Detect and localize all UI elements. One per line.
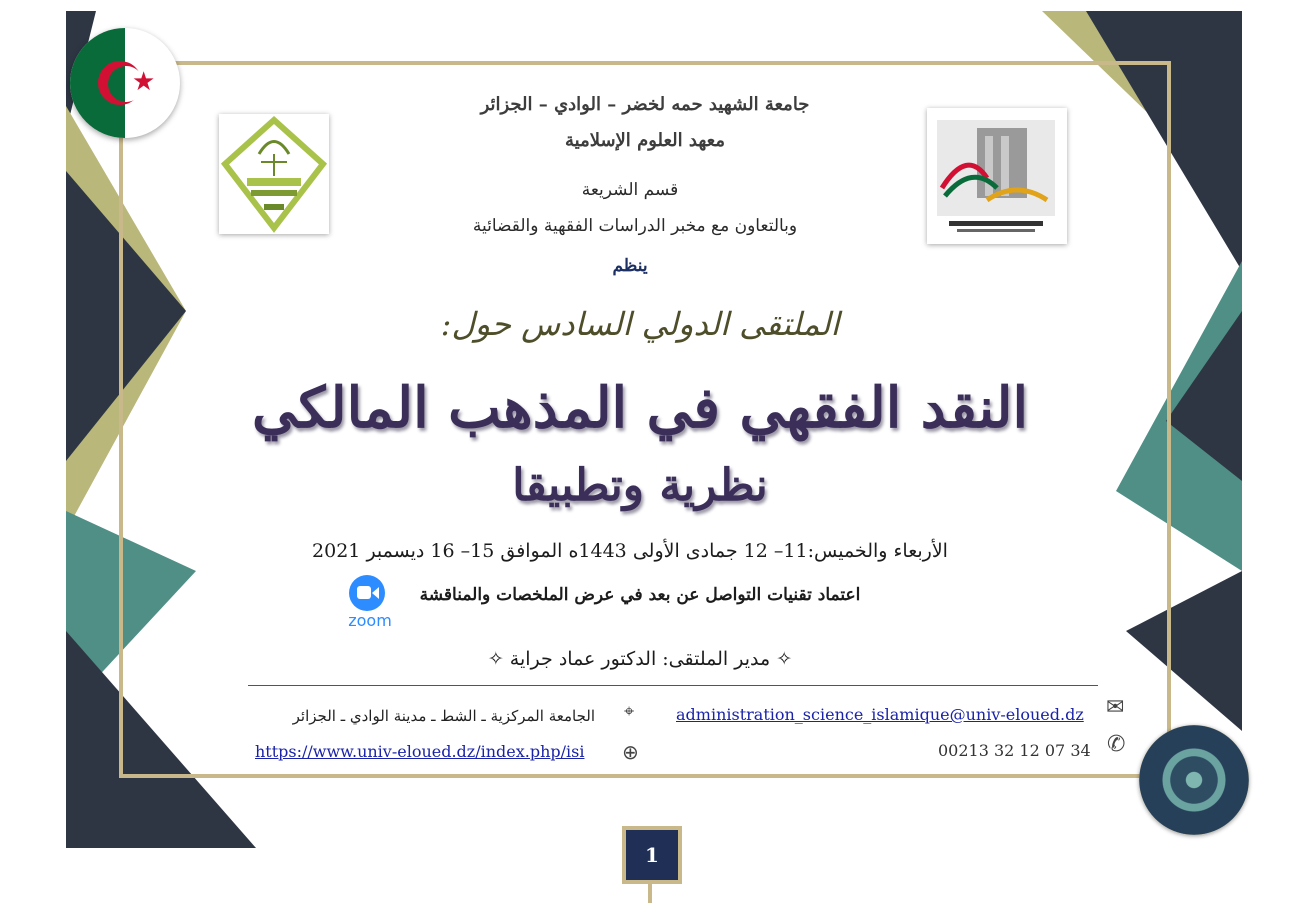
zoom-icon xyxy=(349,575,385,611)
university-name: جامعة الشهيد حمه لخضر – الوادي – الجزائر xyxy=(480,94,810,115)
event-subtitle: نظرية وتطبيقا xyxy=(512,460,768,511)
event-title: النقد الفقهي في المذهب المالكي xyxy=(251,375,1029,441)
department-name: قسم الشريعة xyxy=(581,180,679,200)
cooperation-line: وبالتعاون مع مخبر الدراسات الفقهية والقضائية xyxy=(472,216,798,236)
phone-icon: ✆ xyxy=(1107,732,1126,757)
institute-name: معهد العلوم الإسلامية xyxy=(565,130,725,151)
algeria-flag-icon: ★ xyxy=(70,28,180,138)
event-director: ✧ مدير الملتقى: الدكتور عماد جراية ✧ xyxy=(487,648,793,670)
lab-logo xyxy=(219,114,329,234)
event-date: الأربعاء والخميس:11– 12 جمادى الأولى 1443ه الموافق 15– 16 ديسمبر 2021 xyxy=(312,540,948,562)
location-pin-icon: ⌖ xyxy=(624,701,635,722)
contact-divider xyxy=(248,685,1098,686)
contact-address: الجامعة المركزية ـ الشط ـ مدينة الوادي ـ الجزائر xyxy=(292,707,595,725)
globe-icon: ⊕ xyxy=(622,740,639,764)
university-logo xyxy=(927,108,1067,244)
event-series: الملتقى الدولي السادس حول: xyxy=(440,305,840,343)
contact-phone: 00213 32 12 07 34 xyxy=(938,741,1091,760)
remote-notice: اعتماد تقنيات التواصل عن بعد في عرض الملخصات والمناقشة xyxy=(419,585,861,605)
envelope-icon: ✉ xyxy=(1106,695,1125,720)
website-link[interactable]: https://www.univ-eloued.dz/index.php/isi xyxy=(255,742,585,761)
page-number: 1 xyxy=(622,826,682,884)
contact-email[interactable]: administration_science_islamique@univ-eloued.dz xyxy=(676,705,1084,724)
zoom-label: zoom xyxy=(348,611,392,630)
organizes-label: ينظم xyxy=(612,256,648,276)
page-number-tail xyxy=(648,884,652,903)
ornament-medallion xyxy=(1139,725,1249,835)
